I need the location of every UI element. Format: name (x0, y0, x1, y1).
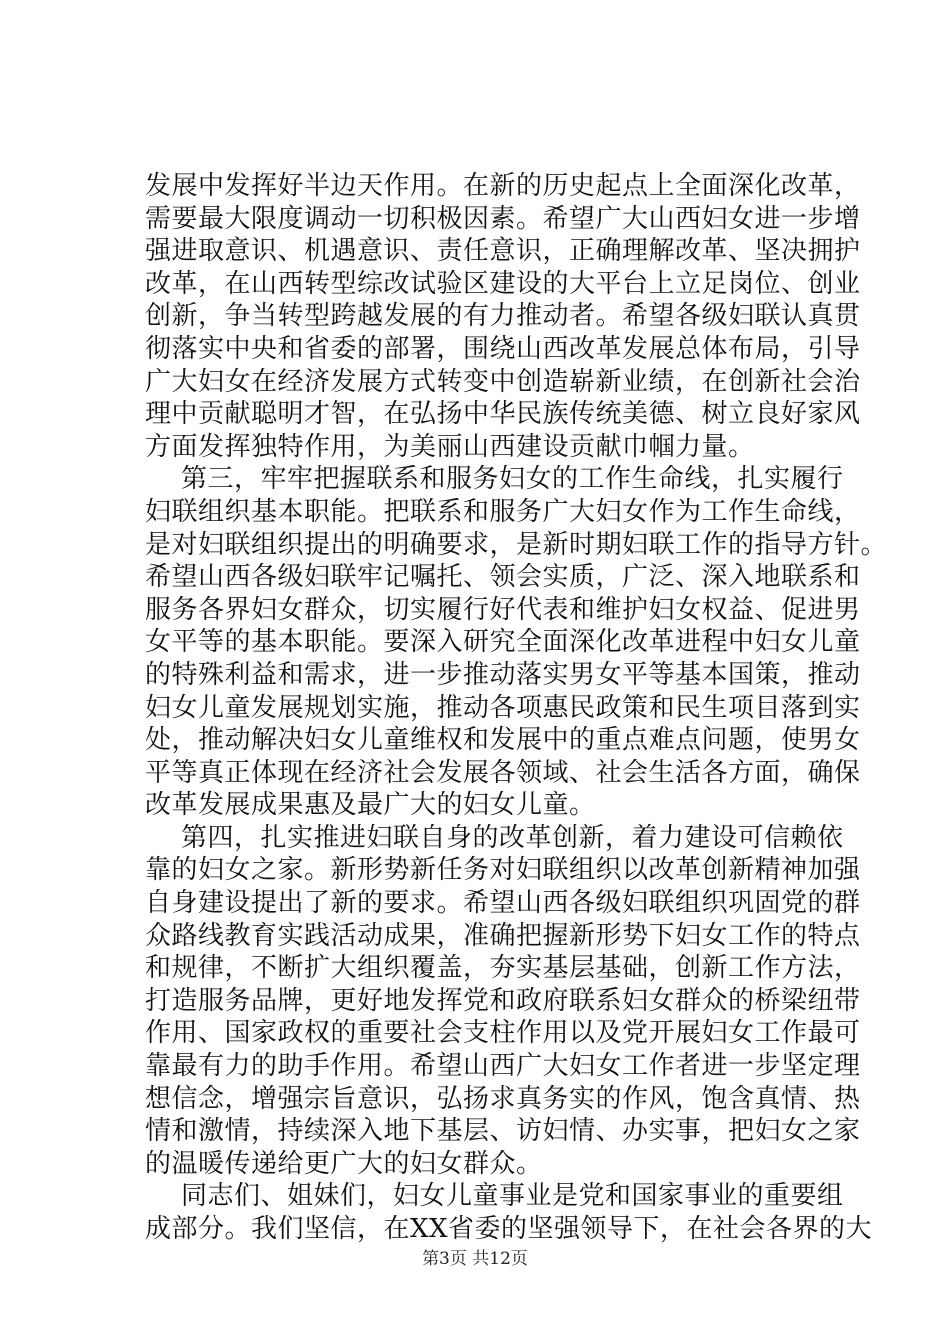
text-line: 需要最大限度调动一切积极因素。希望广大山西妇女进一步增 (145, 203, 861, 234)
text-line: 想信念，增强宗旨意识，弘扬求真务实的作风，饱含真情、热 (145, 1083, 861, 1114)
text-line: 妇女儿童发展规划实施，推动各项惠民政策和民生项目落到实 (145, 692, 861, 723)
paragraph-start-line: 第三，牢牢把握联系和服务妇女的工作生命线，扎实履行 (181, 464, 844, 495)
text-line: 强进取意识、机遇意识、责任意识，正确理解改革、坚决拥护 (145, 236, 861, 267)
text-line: 创新，争当转型跨越发展的有力推动者。希望各级妇联认真贯 (145, 301, 861, 332)
text-line: 靠的妇女之家。新形势新任务对妇联组织以改革创新精神加强 (145, 855, 861, 886)
text-line: 改革，在山西转型综改试验区建设的大平台上立足岗位、创业 (145, 268, 861, 299)
text-line: 女平等的基本职能。要深入研究全面深化改革进程中妇女儿童 (145, 627, 861, 658)
text-line: 广大妇女在经济发展方式转变中创造崭新业绩，在创新社会治 (145, 366, 861, 397)
text-line: 理中贡献聪明才智，在弘扬中华民族传统美德、树立良好家风 (145, 399, 861, 430)
text-line: 成部分。我们坚信，在XX省委的坚强领导下，在社会各界的大 (145, 1214, 873, 1244)
text-line: 自身建设提出了新的要求。希望山西各级妇联组织巩固党的群 (145, 888, 861, 919)
text-line: 作用、国家政权的重要社会支柱作用以及党开展妇女工作最可 (145, 1018, 861, 1049)
text-line: 彻落实中央和省委的部署，围绕山西改革发展总体布局，引导 (145, 333, 861, 364)
paragraph-start-line: 同志们、姐妹们，妇女儿童事业是党和国家事业的重要组 (181, 1181, 844, 1212)
page-number-footer: 第3页 共12页 (422, 1249, 528, 1269)
paragraph-start-line: 第四，扎实推进妇联自身的改革创新，着力建设可信赖依 (181, 822, 844, 853)
text-line: 众路线教育实践活动成果，准确把握新形势下妇女工作的特点 (145, 920, 861, 951)
text-line: 靠最有力的助手作用。希望山西广大妇女工作者进一步坚定理 (145, 1051, 861, 1082)
document-body (145, 170, 888, 1246)
text-line: 打造服务品牌，更好地发挥党和政府联系妇女群众的桥梁纽带 (145, 985, 861, 1016)
text-line: 改革发展成果惠及最广大的妇女儿童。 (145, 790, 596, 821)
text-line: 处，推动解决妇女儿童维权和发展中的重点难点问题，使男女 (145, 725, 861, 756)
text-line: 情和激情，持续深入地下基层、访妇情、办实事，把妇女之家 (145, 1116, 861, 1147)
text-line: 希望山西各级妇联牢记嘱托、领会实质，广泛、深入地联系和 (145, 562, 861, 593)
text-line: 是对妇联组织提出的明确要求，是新时期妇联工作的指导方针。 (145, 529, 888, 560)
text-line: 服务各界妇女群众，切实履行好代表和维护妇女权益、促进男 (145, 594, 861, 625)
text-line: 发展中发挥好半边天作用。在新的历史起点上全面深化改革， (145, 171, 861, 201)
text-line: 和规律，不断扩大组织覆盖，夯实基层基础，创新工作方法， (145, 953, 861, 984)
text-line: 妇联组织基本职能。把联系和服务广大妇女作为工作生命线， (145, 496, 861, 527)
text-line: 的特殊利益和需求，进一步推动落实男女平等基本国策，推动 (145, 659, 861, 690)
text-line: 方面发挥独特作用，为美丽山西建设贡献巾帼力量。 (145, 431, 755, 462)
text-line: 的温暖传递给更广大的妇女群众。 (145, 1148, 543, 1179)
text-line: 平等真正体现在经济社会发展各领域、社会生活各方面，确保 (145, 757, 861, 788)
